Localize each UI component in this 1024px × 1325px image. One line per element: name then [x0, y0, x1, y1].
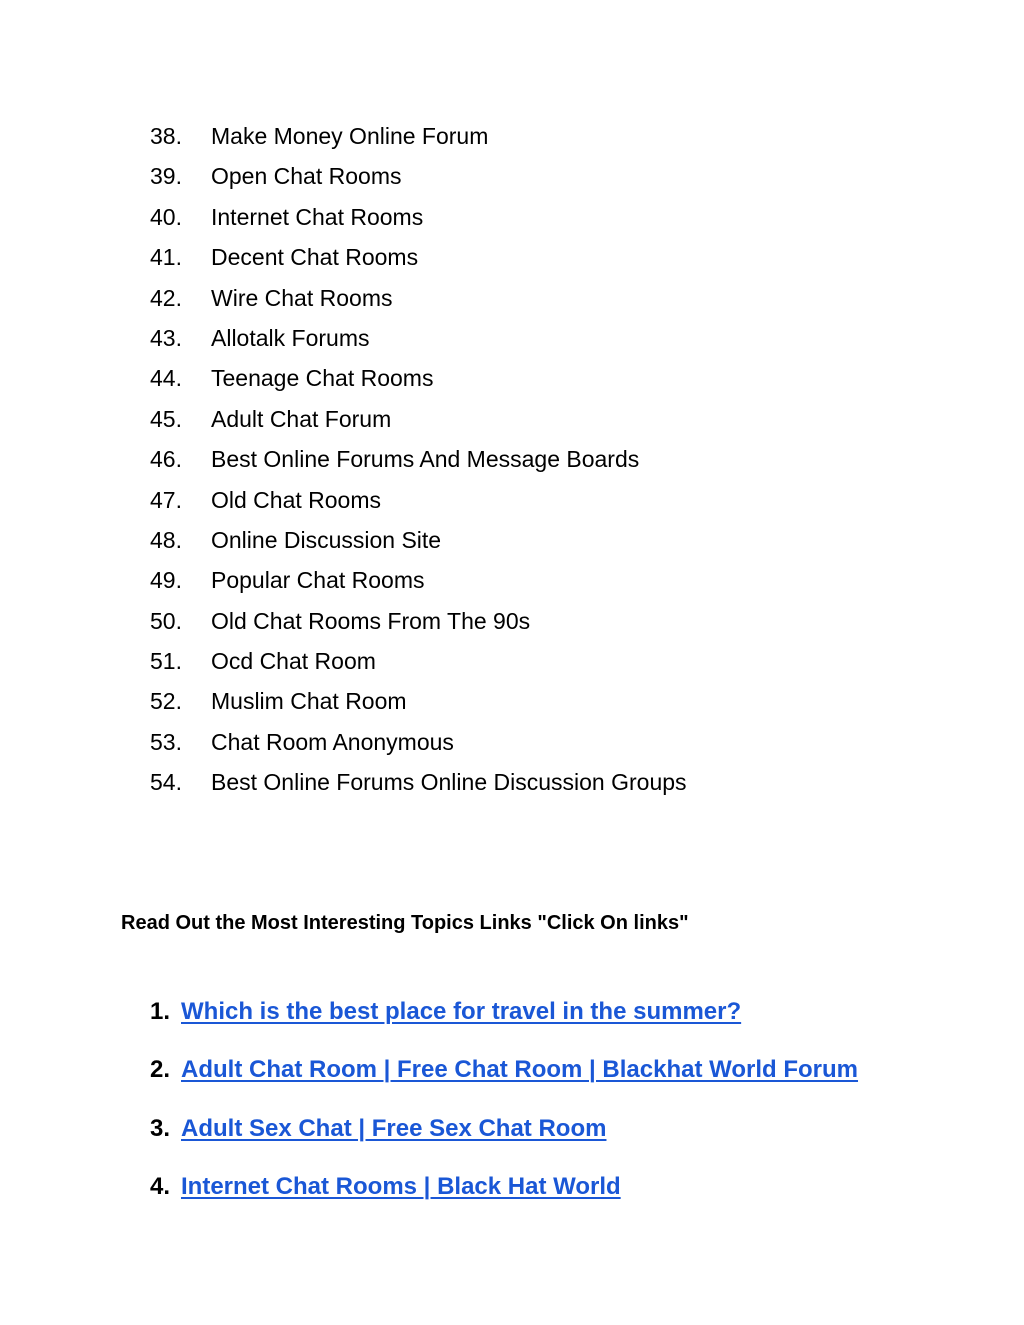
item-number: 38. — [150, 123, 182, 149]
link-number: 4. — [150, 1172, 171, 1200]
list-item — [150, 722, 687, 762]
item-number: 42. — [150, 284, 182, 311]
item-label: Open Chat Rooms — [211, 163, 402, 190]
item-label: Popular Chat Rooms — [211, 567, 425, 594]
link-list-item — [150, 1169, 858, 1227]
item-label: Teenage Chat Rooms — [211, 365, 434, 392]
item-label: Best Online Forums And Message Boards — [211, 446, 640, 473]
list-item — [150, 601, 687, 641]
item-label: Adult Chat Forum — [211, 405, 392, 432]
item-number: 48. — [150, 526, 182, 553]
item-label: Ocd Chat Room — [211, 648, 376, 675]
list-item — [150, 520, 687, 560]
list-item — [150, 560, 687, 600]
list-item — [150, 318, 687, 358]
link-number: 2. — [150, 1056, 171, 1084]
list-item — [150, 358, 687, 398]
item-label: Decent Chat Rooms — [211, 244, 419, 271]
topic-link-adult-chat-room[interactable]: Adult Chat Room | Free Chat Room | Blackhat World Forum — [181, 1056, 859, 1084]
list-item — [150, 681, 687, 721]
item-label: Muslim Chat Room — [211, 688, 407, 715]
item-number: 45. — [150, 405, 182, 432]
list-item — [150, 762, 687, 802]
link-list-item — [150, 994, 858, 1052]
item-number: 49. — [150, 567, 182, 594]
item-number: 40. — [150, 203, 182, 230]
item-number: 44. — [150, 365, 182, 392]
link-number: 1. — [150, 998, 171, 1025]
link-list-item — [150, 1052, 858, 1110]
item-number: 46. — [150, 446, 182, 473]
item-label: Wire Chat Rooms — [211, 284, 393, 311]
item-number: 50. — [150, 607, 182, 634]
list-item — [150, 480, 687, 520]
list-item — [150, 641, 687, 681]
list-item — [150, 197, 687, 237]
item-number: 53. — [150, 728, 182, 755]
list-item — [150, 116, 687, 156]
item-label: Make Money Online Forum — [211, 123, 489, 149]
topic-link-adult-sex-chat[interactable]: Adult Sex Chat | Free Sex Chat Room — [181, 1114, 607, 1142]
item-number: 54. — [150, 769, 182, 796]
section-heading: Read Out the Most Interesting Topics Links "Click On links" — [121, 912, 689, 934]
item-label: Allotalk Forums — [211, 324, 370, 351]
link-list-item — [150, 1111, 858, 1169]
list-item — [150, 399, 687, 439]
link-number: 3. — [150, 1114, 171, 1142]
item-number: 51. — [150, 648, 182, 675]
list-item — [150, 156, 687, 196]
item-number: 39. — [150, 163, 182, 190]
item-label: Online Discussion Site — [211, 526, 442, 553]
item-label: Old Chat Rooms — [211, 486, 382, 513]
list-item — [150, 237, 687, 277]
item-label: Chat Room Anonymous — [211, 728, 454, 755]
item-label: Internet Chat Rooms — [211, 203, 424, 230]
item-label: Best Online Forums Online Discussion Groups — [211, 769, 687, 796]
item-label: Old Chat Rooms From The 90s — [211, 607, 531, 634]
item-number: 47. — [150, 486, 182, 513]
item-number: 52. — [150, 688, 182, 715]
list-item — [150, 278, 687, 318]
topic-link-internet-chat-rooms[interactable]: Internet Chat Rooms | Black Hat World — [181, 1172, 621, 1200]
list-item — [150, 439, 687, 479]
topic-list — [150, 116, 687, 803]
item-number: 41. — [150, 244, 182, 271]
topic-links-list — [150, 994, 858, 1227]
item-number: 43. — [150, 324, 182, 351]
topic-link-summer-travel[interactable]: Which is the best place for travel in the summer? — [181, 998, 742, 1025]
